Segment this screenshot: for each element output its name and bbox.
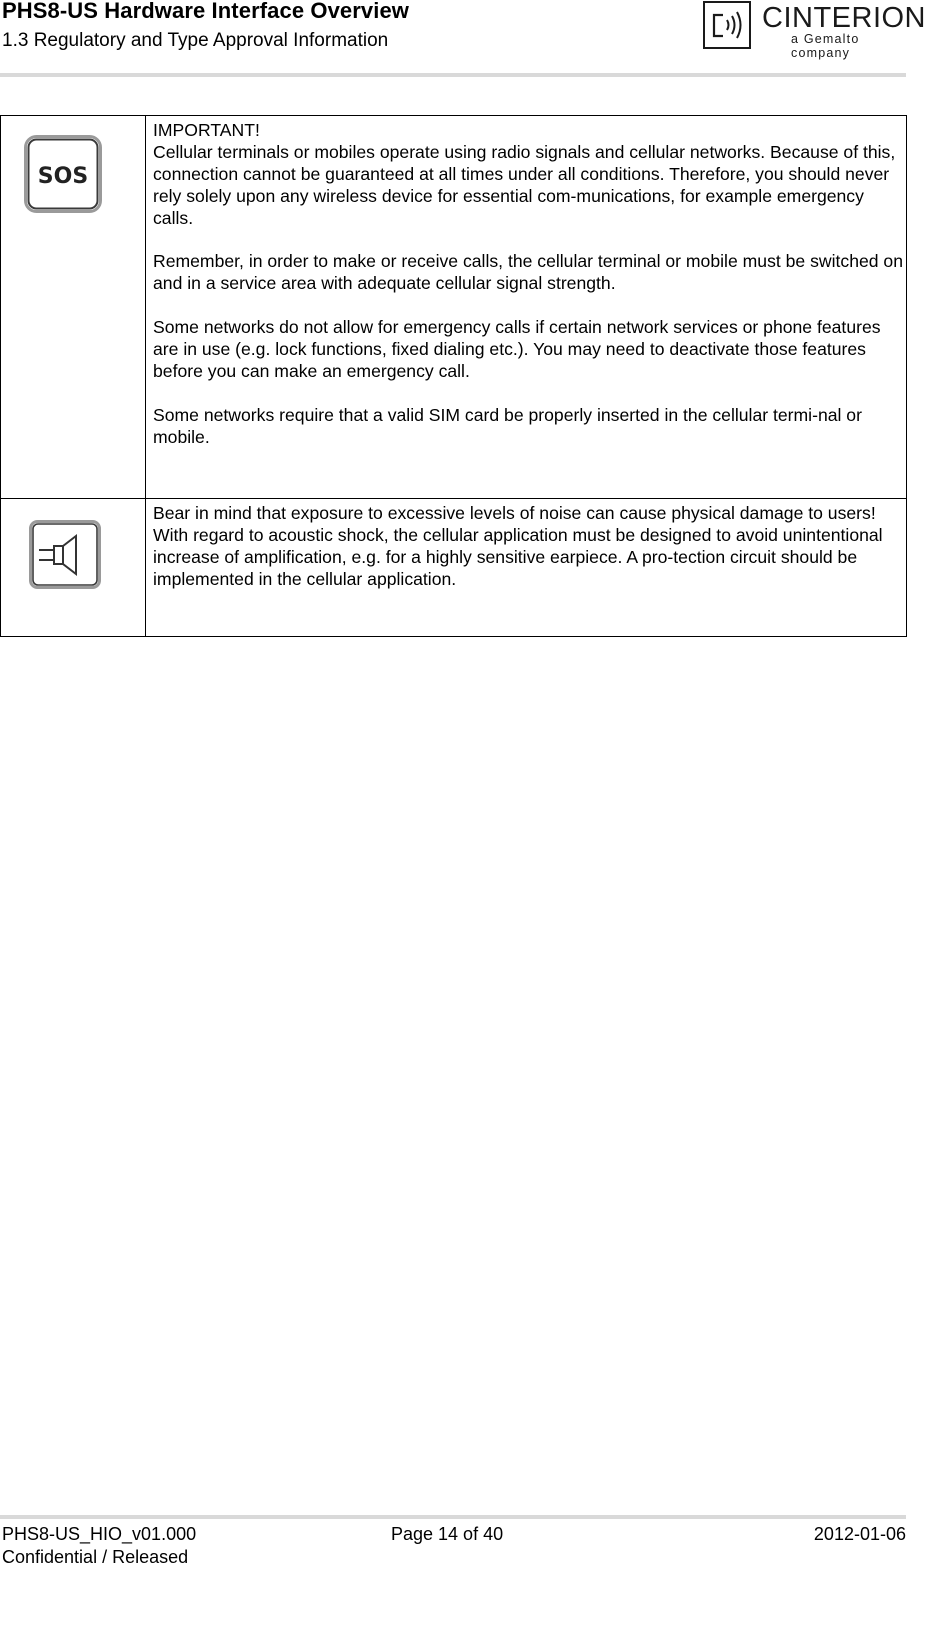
logo-tagline: a Gemalto company [791,32,860,60]
note-text [146,116,907,499]
page-number: Page 14 of 40 [391,1524,504,1544]
sos-icon-label: SOS [37,164,89,189]
doc-date: 2012-01-06 [813,1524,906,1544]
speaker-icon [28,519,104,591]
note-paragraph: Some networks require that a valid SIM card be properly inserted in the cellular termi-nal or mobile. [153,404,862,447]
notes-row [1,499,907,637]
footer-rule [0,1515,906,1519]
notes-table [0,115,907,637]
note-paragraph: Remember, in order to make or receive calls, the cellular terminal or mobile must be switched on and in a service area with adequate cellular signal strength. [153,251,904,294]
icon-cell [1,499,146,637]
document-title: PHS8-US Hardware Interface Overview [2,0,410,23]
note-paragraph: Some networks do not allow for emergency calls if certain network services or phone features are in use (e.g. lock functions, fixed dialing etc.). You may need to deactivate those features before you can make an emergency call. [153,317,881,381]
header-rule [0,73,906,77]
note-text [146,499,907,637]
notes-row [1,116,907,499]
section-title: 1.3 Regulatory and Type Approval Information [2,30,389,51]
note-paragraph: Bear in mind that exposure to excessive levels of noise can cause physical damage to users! With regard to acoustic shock, the cellular application must be designed to avoid unintentional increase of amplification, e.g. for a highly sensitive earpiece. A pro-tection circuit should be implemented in the cellular application. [153,503,883,589]
doc-id: PHS8-US_HIO_v01.000 [2,1524,197,1544]
icon-cell [1,116,146,499]
doc-status: Confidential / Released [2,1547,189,1567]
logo-wordmark: CINTERION [762,2,926,34]
footer-left [2,1523,196,1569]
sos-icon [23,134,105,216]
signal-logo-icon [703,1,753,49]
cinterion-logo [703,1,926,60]
note-paragraph: IMPORTANT! Cellular terminals or mobiles operate using radio signals and cellular networks. Because of this, connection cannot be guaranteed at all times under all conditions. Therefore, you should never rely solely upon any wireless device for essential com-munications, for example emergency calls. [153,120,896,228]
